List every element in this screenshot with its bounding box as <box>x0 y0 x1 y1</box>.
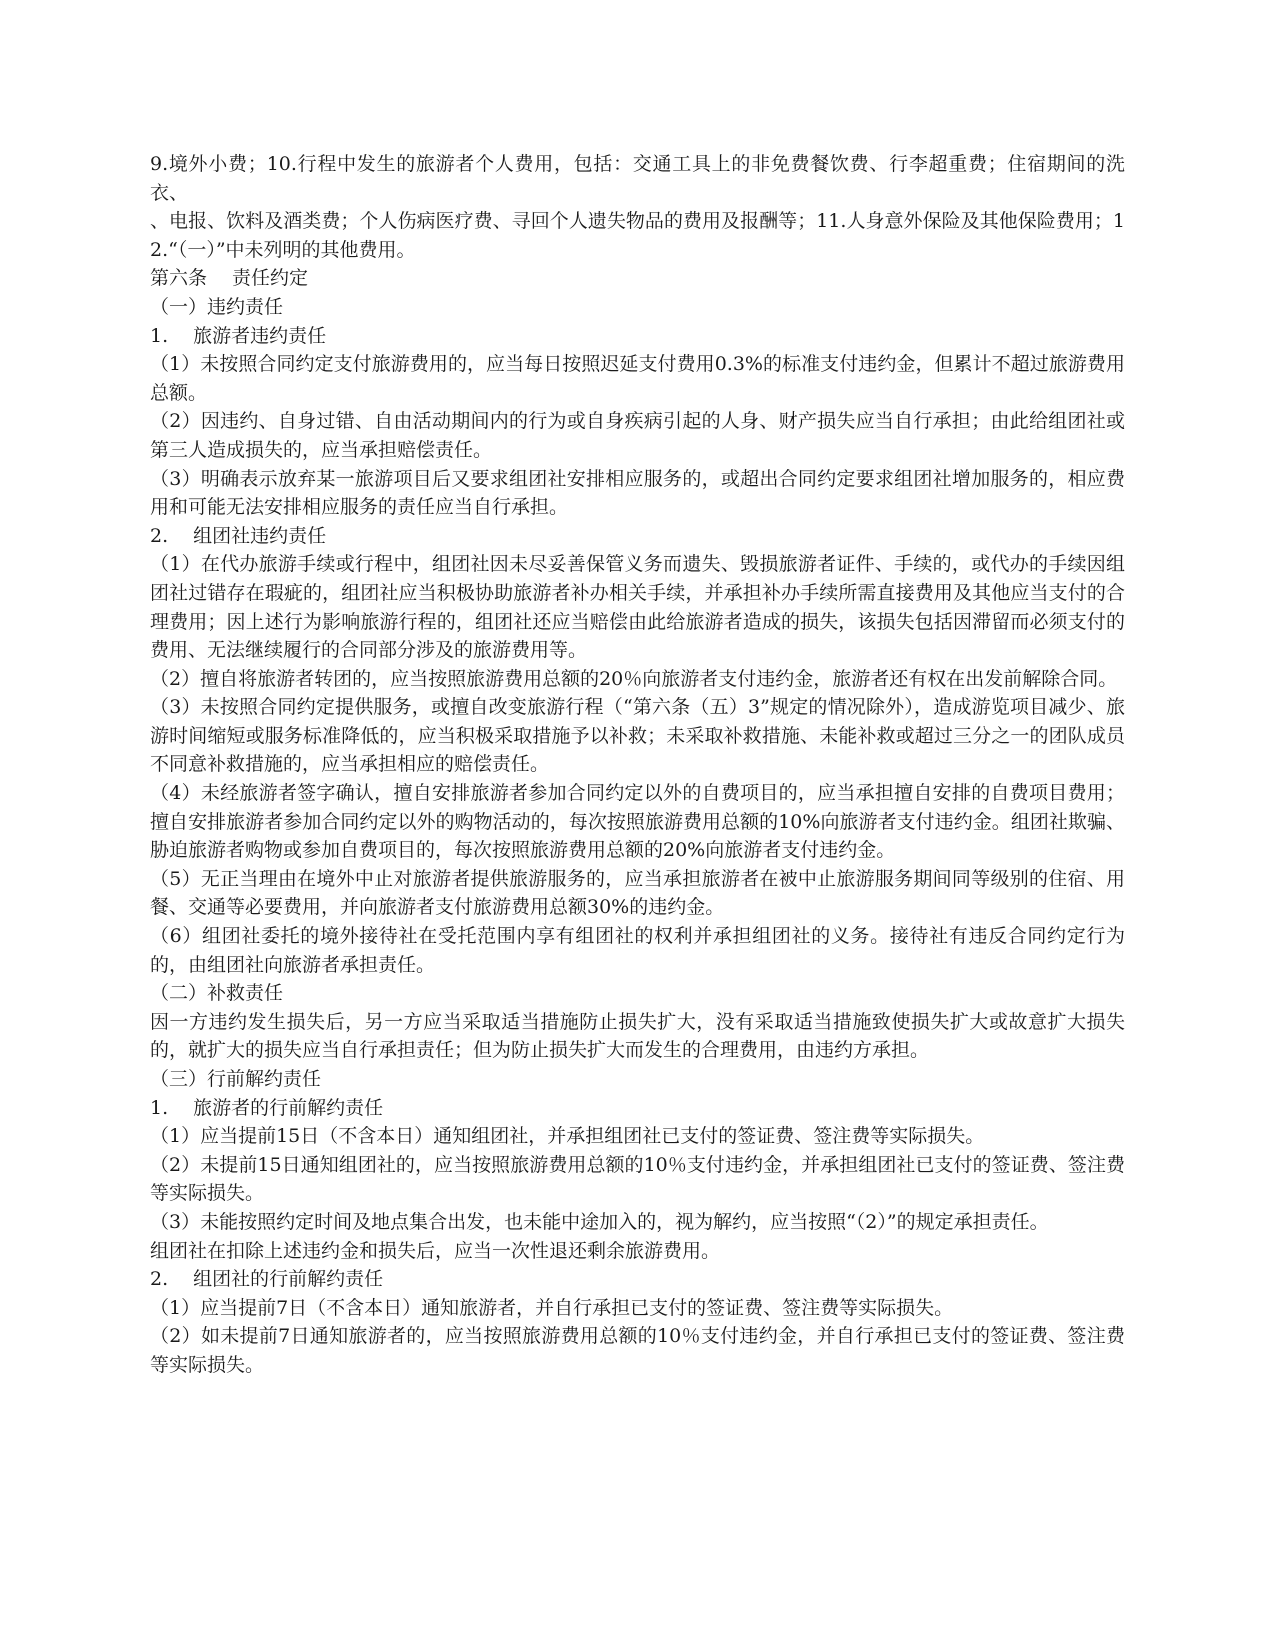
clause-traveler-cancel-1: （1）应当提前15日（不含本日）通知组团社，并承担组团社已支付的签证费、签注费等实际损失。 <box>150 1125 985 1148</box>
clause-agency-2: （2）擅自将旅游者转团的，应当按照旅游费用总额的20％向旅游者支付违约金，旅游者还有权在出发前解除合同。 <box>150 667 1118 690</box>
item-heading-traveler-cancellation: 1. 旅游者的行前解约责任 <box>150 1096 384 1119</box>
document-page <box>150 150 1125 1380</box>
clause-agency-1: （1）在代办旅游手续或行程中，组团社因未尽妥善保管义务而遗失、毁损旅游者证件、手续的，或代办的手续因组团社过错存在瑕疵的，组团社应当积极协助旅游者补办相关手续，并承担补办手续所需直接费用及其他应当支付的合理费用；因上述行为影响旅游行程的，组团社还应当赔偿由此给旅游者造成的损失，该损失包括因滞留而必须支付的费用、无法继续履行的合同部分涉及的旅游费用等。 <box>150 553 1125 662</box>
clause-traveler-1: （1）未按照合同约定支付旅游费用的，应当每日按照迟延支付费用0.3%的标准支付违约金，但累计不超过旅游费用总额。 <box>150 353 1125 404</box>
item-heading-agency-cancellation: 2. 组团社的行前解约责任 <box>150 1268 384 1291</box>
subsection-heading-breach: （一）违约责任 <box>150 295 284 318</box>
paragraph-other-fees-2: 、电报、饮料及酒类费；个人伤病医疗费、寻回个人遗失物品的费用及报酬等；11.人身意外保险及其他保险费用；12.“（一）”中未列明的其他费用。 <box>150 210 1125 261</box>
clause-traveler-cancel-2: （2）未提前15日通知组团社的，应当按照旅游费用总额的10％支付违约金，并承担组团社已支付的签证费、签注费等实际损失。 <box>150 1153 1125 1205</box>
section-heading-article-6: 第六条 责任约定 <box>150 267 309 290</box>
paragraph-other-fees-1: 9.境外小费；10.行程中发生的旅游者个人费用，包括：交通工具上的非免费餐饮费、行李超重费；住宿期间的洗衣、 <box>150 153 1125 204</box>
clause-agency-cancel-2: （2）如未提前7日通知旅游者的，应当按照旅游费用总额的10％支付违约金，并自行承担已支付的签证费、签注费等实际损失。 <box>150 1325 1125 1376</box>
clause-traveler-3: （3）明确表示放弃某一旅游项目后又要求组团社安排相应服务的，或超出合同约定要求组团社增加服务的，相应费用和可能无法安排相应服务的责任应当自行承担。 <box>150 467 1125 519</box>
clause-traveler-2: （2）因违约、自身过错、自由活动期间内的行为或自身疾病引起的人身、财产损失应当自行承担；由此给组团社或第三人造成损失的，应当承担赔偿责任。 <box>150 410 1125 461</box>
clause-traveler-cancel-3: （3）未能按照约定时间及地点集合出发，也未能中途加入的，视为解约，应当按照“（2）”的规定承担责任。 <box>150 1210 1049 1233</box>
clause-agency-cancel-1: （1）应当提前7日（不含本日）通知旅游者，并自行承担已支付的签证费、签注费等实际损失。 <box>150 1296 954 1319</box>
subsection-heading-pre-trip-cancellation: （三）行前解约责任 <box>150 1068 322 1090</box>
item-heading-agency-breach: 2. 组团社违约责任 <box>150 524 327 547</box>
paragraph-refund: 组团社在扣除上述违约金和损失后，应当一次性退还剩余旅游费用。 <box>150 1239 721 1262</box>
subsection-heading-remedy: （二）补救责任 <box>150 982 284 1005</box>
paragraph-remedy: 因一方违约发生损失后，另一方应当采取适当措施防止损失扩大，没有采取适当措施致使损失扩大或故意扩大损失的，就扩大的损失应当自行承担责任；但为防止损失扩大而发生的合理费用，由违约方承担。 <box>150 1010 1125 1062</box>
clause-agency-4: （4）未经旅游者签字确认，擅自安排旅游者参加合同约定以外的自费项目的，应当承担擅自安排的自费项目费用；擅自安排旅游者参加合同约定以外的购物活动的，每次按照旅游费用总额的10%向旅游者支付违约金。组团社欺骗、胁迫旅游者购物或参加自费项目的，每次按照旅游费用总额的20%向旅游者支付违约金。 <box>150 782 1125 862</box>
clause-agency-3: （3）未按照合同约定提供服务，或擅自改变旅游行程（“第六条（五）3”规定的情况除外），造成游览项目减少、旅游时间缩短或服务标准降低的，应当积极采取措施予以补救；未采取补救措施、未能补救或超过三分之一的团队成员不同意补救措施的，应当承担相应的赔偿责任。 <box>150 696 1125 776</box>
clause-agency-6: （6）组团社委托的境外接待社在受托范围内享有组团社的权利并承担组团社的义务。接待社有违反合同约定行为的，由组团社向旅游者承担责任。 <box>150 925 1125 976</box>
item-heading-traveler-breach: 1. 旅游者违约责任 <box>150 324 327 347</box>
clause-agency-5: （5）无正当理由在境外中止对旅游者提供旅游服务的，应当承担旅游者在被中止旅游服务期间同等级别的住宿、用餐、交通等必要费用，并向旅游者支付旅游费用总额30%的违约金。 <box>150 867 1125 919</box>
